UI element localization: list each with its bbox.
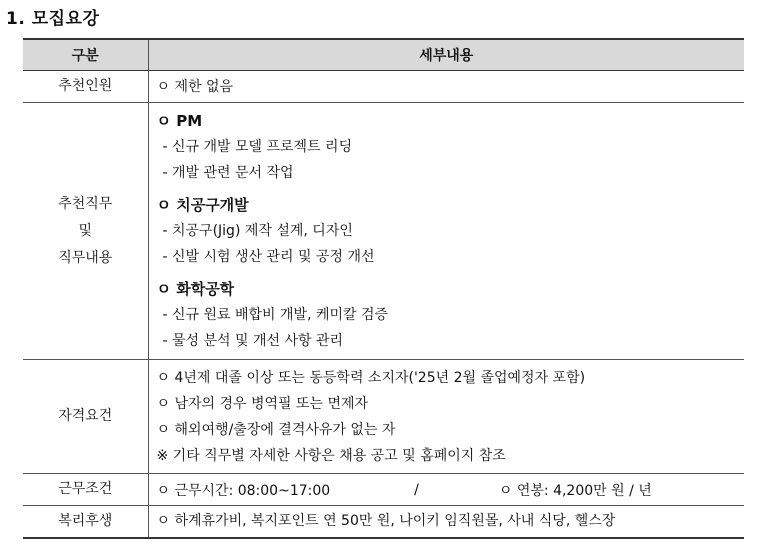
section-title: 1. 모집요강 [6,9,100,29]
row-recommender [23,71,744,103]
duties-label-1: 추천직무 [58,195,113,212]
table-header-row [23,39,744,71]
row-qualifications [23,360,744,474]
welfare-text: ㅇ 하계휴가비, 복지포인트 연 50만 원, 나이키 임직원몰, 사내 식당, 헬스장 [156,513,616,530]
duty-item: - 신규 개발 모델 프로젝트 리딩 [162,139,353,155]
welfare-content [148,506,744,538]
qualification-item: ㅇ 4년제 대졸 이상 또는 동등학력 소지자('25년 2월 졸업예정자 포함) [156,369,586,386]
duty-item: - 신발 시험 생산 관리 및 공정 개선 [162,249,375,265]
header-details: 세부내용 [148,39,744,71]
row-label-recommender: 추천인원 [23,71,148,103]
duty-item: - 물성 분석 및 개선 사항 관리 [162,333,344,349]
duty-heading-jig: ㅇ 치공구개발 [156,196,249,214]
duty-item: - 개발 관련 문서 작업 [162,165,294,181]
qualification-item: ㅇ 해외여행/출장에 결격사유가 없는 자 [156,421,396,438]
work-hours: ㅇ 근무시간: 08:00~17:00 [156,482,331,499]
duty-heading-chem: ㅇ 화학공학 [156,280,235,298]
duties-label-2: 및 [78,222,93,239]
duties-label-3: 직무내용 [58,249,113,266]
conditions-separator: / [414,481,419,498]
duty-heading-pm: ㅇ PM [156,112,203,130]
duty-item: - 신규 원료 배합비 개발, 케미칼 검증 [162,307,389,323]
qualification-item: ㅇ 남자의 경우 병역필 또는 면제자 [156,395,369,412]
qualification-note: ※ 기타 직무별 자세한 사항은 채용 공고 및 홈페이지 참조 [156,447,506,464]
row-label-duties [23,103,148,360]
recruitment-table [23,38,744,539]
duties-content [148,103,744,360]
row-welfare [23,506,744,538]
salary: ㅇ 연봉: 4,200만 원 / 년 [498,482,652,499]
recommender-text: ㅇ 제한 없음 [156,78,234,95]
row-conditions [23,474,744,506]
qualifications-content [148,360,744,474]
row-label-qualifications: 자격요건 [23,360,148,474]
recommender-content [148,71,744,103]
row-duties [23,103,744,360]
row-label-conditions: 근무조건 [23,474,148,506]
conditions-content [148,474,744,506]
header-category: 구분 [23,39,148,71]
duty-item: - 치공구(Jig) 제작 설계, 디자인 [162,223,353,239]
row-label-welfare: 복리후생 [23,506,148,538]
